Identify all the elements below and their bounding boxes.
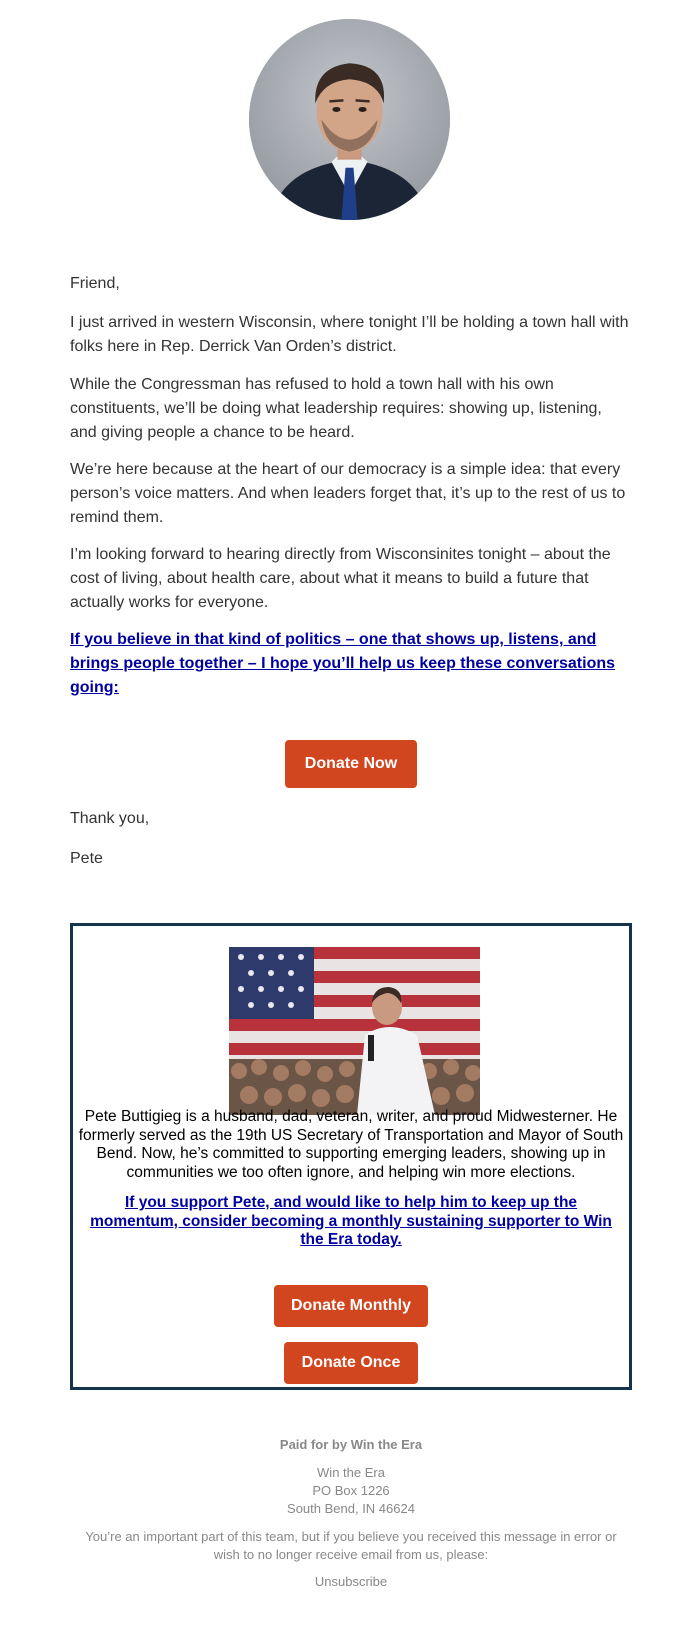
bio-text: Pete Buttigieg is a husband, dad, veteran, writer, and proud Midwesterner. He formerly served as the 19th US Secretary of Transportation and Mayor of South Bend. Now, he’s committed to supporting emerging leaders, showing up in communities we too often ignore, and helping win more elections. [78, 1108, 624, 1181]
donate-now-button[interactable]: Donate Now [285, 740, 417, 788]
cta-paragraph [70, 628, 632, 700]
paragraph-3: We’re here because at the heart of our democracy is a simple idea: that every person’s voice matters. And when leaders forget that, it’s up to the rest of us to remind them. [70, 461, 626, 526]
paragraph-2: While the Congressman has refused to hold a town hall with his own constituents, we’ll be doing what leadership requires: showing up, listening, and giving people a chance to be heard. [70, 376, 602, 441]
bio-box [70, 923, 632, 1390]
flag-speaker-image [229, 947, 480, 1115]
avatar [249, 19, 450, 220]
donate-once-button[interactable]: Donate Once [284, 1342, 418, 1384]
cta-link[interactable]: If you believe in that kind of politics – one that shows up, listens, and brings people together – I hope you’ll help us keep these conversations going: [70, 631, 616, 696]
address-line-3: South Bend, IN 46624 [287, 1501, 415, 1516]
paragraph-4: I’m looking forward to hearing directly from Wisconsinites tonight – about the cost of living, about health care, about what it means to build a future that actually works for everyone. [70, 546, 611, 611]
paid-for-disclaimer: Paid for by Win the Era [279, 1437, 423, 1452]
unsubscribe-link[interactable]: Unsubscribe [314, 1574, 388, 1589]
address-line-2: PO Box 1226 [312, 1483, 390, 1498]
signature: Pete [70, 850, 103, 867]
unsubscribe-notice: You’re an important part of this team, but if you believe you received this message in error or wish to no longer receive email from us, please: [85, 1529, 617, 1562]
donate-monthly-button[interactable]: Donate Monthly [274, 1285, 428, 1327]
paragraph-1: I just arrived in western Wisconsin, where tonight I’ll be holding a town hall with folks here in Rep. Derrick Van Orden’s district. [70, 314, 629, 355]
bio-photo [229, 947, 480, 1115]
portrait-image [249, 19, 450, 220]
closing: Thank you, [70, 810, 150, 827]
bio-cta-link[interactable]: If you support Pete, and would like to help him to keep up the momentum, consider becoming a monthly sustaining supporter to Win the Era today. [90, 1194, 612, 1248]
bio-cta-paragraph [81, 1194, 621, 1250]
address-line-1: Win the Era [317, 1465, 385, 1480]
greeting: Friend, [70, 275, 120, 292]
